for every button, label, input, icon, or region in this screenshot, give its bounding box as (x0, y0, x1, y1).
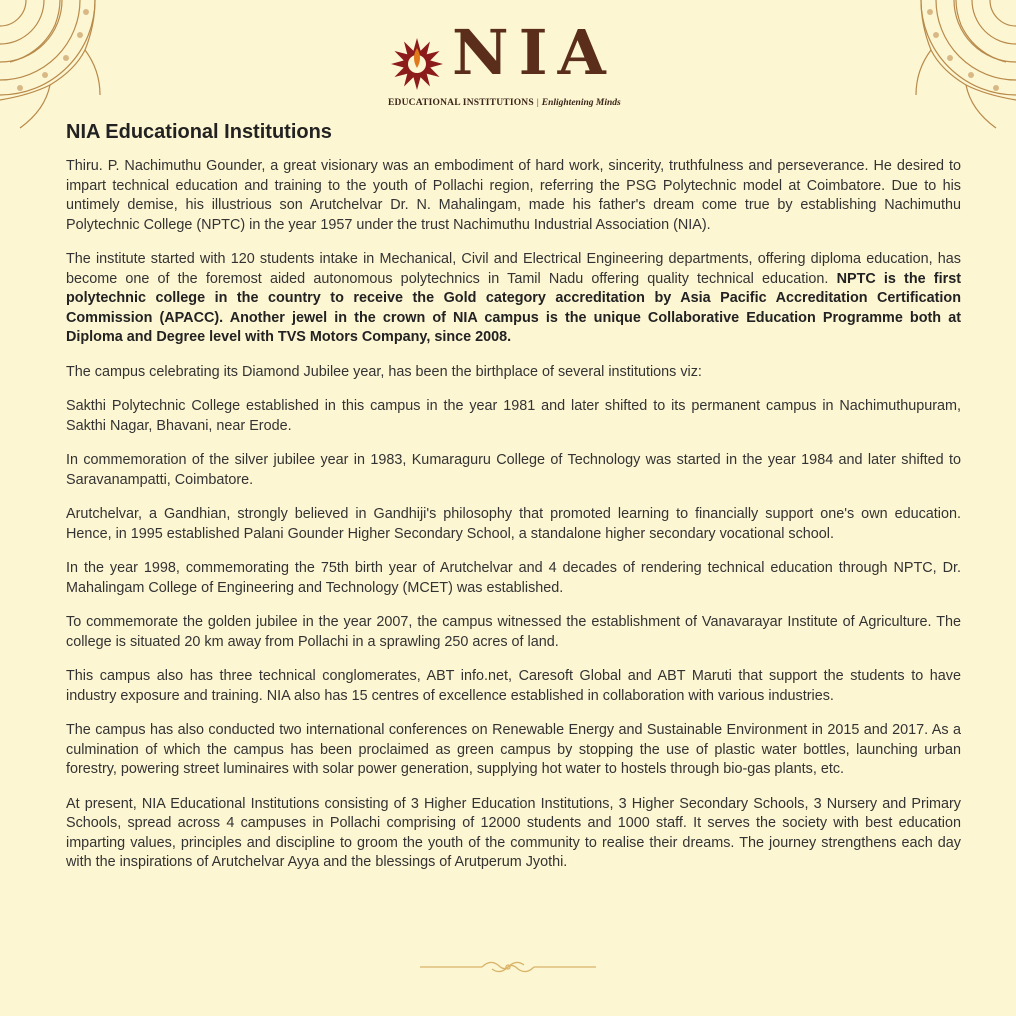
corner-mandala-ornament-right (906, 0, 1016, 130)
paragraph-conglomerates: This campus also has three technical conglomerates, ABT info.net, Caresoft Global and ABT Maruti that support the students to have industry exposure and training. NIA also has 15 centres of excellence established in collaboration with various industries. (66, 668, 961, 704)
logo-wordmark: NIA (452, 16, 616, 89)
paragraph-sakthi-polytechnic: Sakthi Polytechnic College established in this campus in the year 1981 and later shifted to its permanent campus in Nachimuthupuram, Sakthi Nagar, Bhavani, near Erode. (66, 398, 961, 434)
paragraph-institute-start-text: The institute started with 120 students intake in Mechanical, Civil and Electrical Engineering departments, offering diploma education, has become one of the foremost aided autonomous polytechnics in Tamil Nadu offering quality technical education. (66, 251, 961, 287)
paragraph-diamond-jubilee: The campus celebrating its Diamond Jubilee year, has been the birthplace of several institutions viz: (66, 363, 702, 380)
page-title: NIA Educational Institutions (66, 121, 332, 143)
logo-tagline (388, 98, 636, 108)
lotus-flame-emblem-icon (388, 32, 446, 92)
paragraph-green-campus: The campus has also conducted two international conferences on Renewable Energy and Sustainable Environment in 2015 and 2017. As a culmination of which the campus has been proclaimed as green campus by stopping the use of plastic water bottles, launching urban forestry, powering street luminaires with solar power generation, supplying hot water to hostels through bio-gas plants, etc. (66, 722, 961, 777)
paragraph-mcet: In the year 1998, commemorating the 75th birth year of Arutchelvar and 4 decades of rendering technical education through NPTC, Dr. Mahalingam College of Engineering and Technology (MCET) was established. (66, 560, 961, 596)
logo-tagline-motto: Enlightening Minds (541, 98, 621, 108)
paragraph-palani-gounder: Arutchelvar, a Gandhian, strongly believed in Gandhiji's philosophy that promoted learning to financially support one's own education. Hence, in 1995 established Palani Gounder Higher Secondary School, a standalone higher secondary vocational school. (66, 506, 961, 542)
paragraph-present: At present, NIA Educational Institutions consisting of 3 Higher Education Institutions, 3 Higher Secondary Schools, 3 Nursery and Primary Schools, spread across 4 campuses in Pollachi comprising of 12000 students and 1000 staff. It serves the society with best education imparting values, principles and discipline to groom the youth of the community to realise their dreams. The journey strengthens each day with the inspirations of Arutchelvar Ayya and the blessings of Arutperum Jyothi. (66, 795, 961, 870)
paragraph-institute-highlight: NPTC is the first polytechnic college in the country to receive the Gold category accreditation by Asia Pacific Accreditation Certification Commission (APACC). Another jewel in the crown of NIA campus is the unique Collaborative Education Programme both at Diploma and Degree level with TVS Motors Company, since 2008. (66, 270, 961, 345)
logo-tagline-separator: | (536, 98, 539, 108)
corner-mandala-ornament-left (0, 0, 110, 130)
paragraph-institute-start (66, 250, 961, 348)
nia-logo (386, 16, 636, 112)
ornamental-divider (420, 955, 596, 979)
paragraph-history: Thiru. P. Nachimuthu Gounder, a great visionary was an embodiment of hard work, sincerity, truthfulness and perseverance. He desired to impart technical education and training to the youth of Pollachi region, referring the PSG Polytechnic model at Coimbatore. Due to his untimely demise, his illustrious son Arutchelvar Dr. N. Mahalingam, made his father's dream come true by establishing Nachimuthu Polytechnic College (NPTC) in the year 1957 under the trust Nachimuthu Industrial Association (NIA). (66, 158, 961, 233)
paragraph-vanavarayar: To commemorate the golden jubilee in the year 2007, the campus witnessed the establishment of Vanavarayar Institute of Agriculture. The college is situated 20 km away from Pollachi in a sprawling 250 acres of land. (66, 614, 961, 650)
article-body (66, 121, 961, 888)
paragraph-kumaraguru: In commemoration of the silver jubilee year in 1983, Kumaraguru College of Technology was started in the year 1984 and later shifted to Saravanampatti, Coimbatore. (66, 452, 961, 488)
logo-tagline-institutions: EDUCATIONAL INSTITUTIONS (388, 98, 534, 108)
